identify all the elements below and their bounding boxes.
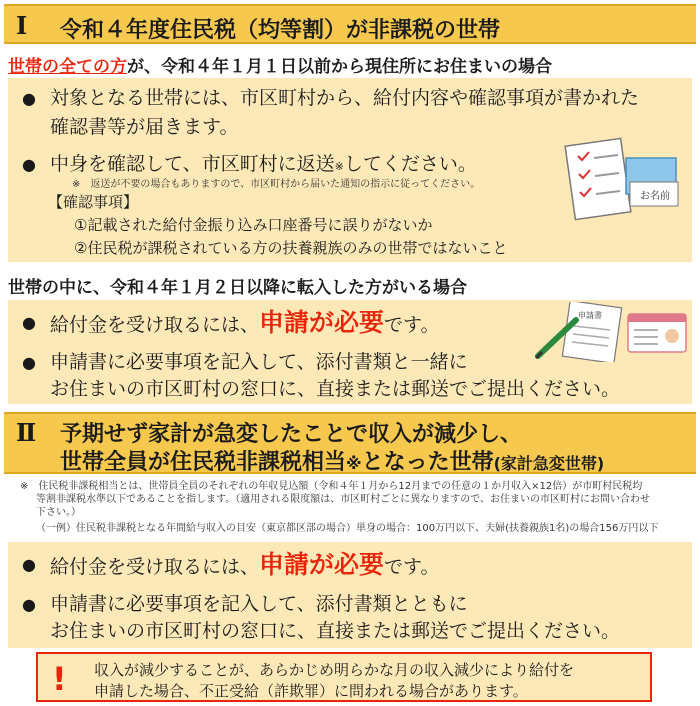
section1-panel-2 bbox=[8, 300, 692, 404]
bullet-text: してください。 bbox=[343, 153, 477, 175]
bullet-text: お住まいの市区町村の窓口に、直接または郵送でご提出ください。 bbox=[50, 620, 621, 642]
definition-note-3: 下さい。） bbox=[36, 507, 81, 518]
warning-line-2: 申請した場合、不正受給（詐欺罪）に問われる場合があります。 bbox=[94, 682, 528, 700]
illus-label: お名前 bbox=[640, 191, 670, 202]
title-tail: となった世帯 bbox=[361, 450, 494, 475]
bullet-item bbox=[22, 550, 440, 582]
note-mark: ※ bbox=[346, 454, 362, 473]
bullet-text: 給付金を受け取るには、 bbox=[50, 556, 260, 578]
title-small: (家計急変世帯) bbox=[493, 454, 605, 473]
bullet-text: 中身を確認して、市区町村に返送 bbox=[50, 153, 335, 175]
example-note: （一例）住民税非課税となる年間給与収入の目安（東京都区部の場合）単身の場合：100万円以下、夫婦(扶養親族1名)の場合156万円以下 bbox=[36, 523, 659, 534]
section1-subheading-1 bbox=[8, 52, 552, 77]
section2-title-line2 bbox=[60, 445, 604, 476]
section2-title-line1: 予期せず家計が急変したことで収入が減少し、 bbox=[60, 422, 523, 447]
bullet-icon: ● bbox=[22, 595, 36, 614]
warning-box bbox=[36, 652, 652, 702]
bullet-item bbox=[22, 84, 640, 113]
warning-line-1: 収入が減少することが、あらかじめ明らかな月の収入減少により給付を bbox=[94, 661, 575, 679]
bullet-text: 確認書等が届きます。 bbox=[50, 116, 239, 138]
section2-roman: Ⅱ bbox=[16, 418, 37, 447]
section2-header bbox=[4, 412, 696, 474]
note-mark: ※ bbox=[334, 160, 344, 173]
application-illustration bbox=[524, 302, 690, 362]
section1-panel-1 bbox=[8, 78, 692, 262]
illus-label: 申請書 bbox=[578, 311, 602, 320]
confirm-item-1: ①記載された給付金振り込み口座番号に誤りがないか bbox=[74, 216, 433, 234]
bullet-icon: ● bbox=[22, 155, 36, 174]
section1-title: 令和４年度住民税（均等割）が非課税の世帯 bbox=[60, 18, 501, 43]
bullet-text: です。 bbox=[384, 556, 440, 578]
bullet-icon: ● bbox=[22, 555, 36, 574]
bullet-icon: ● bbox=[22, 313, 36, 332]
bullet-text: 申請書に必要事項を記入して、添付書類とともに bbox=[50, 593, 468, 615]
section1-subheading-2: 世帯の中に、令和４年１月２日以降に転入した方がいる場合 bbox=[8, 278, 467, 298]
section1-header bbox=[4, 4, 696, 44]
subheading-highlight: 世帯の全ての方 bbox=[8, 57, 127, 77]
bullet-text: 対象となる世帯には、市区町村から、給付内容や確認事項が書かれた bbox=[50, 87, 640, 109]
subheading-rest: が、令和４年１月１日以前から現住所にお住まいの場合 bbox=[127, 57, 552, 77]
application-required-text: 申請が必要 bbox=[259, 550, 385, 579]
title-main: 世帯全員が住民税非課税相当 bbox=[60, 450, 347, 475]
definition-note-1: ※ 住民税非課税相当とは、世帯員全員のそれぞれの年収見込額（令和４年１月から12月までの任意の１か月収入×12倍）が市町村民税均 bbox=[20, 481, 643, 492]
bullet-item bbox=[22, 590, 468, 619]
bullet-continuation bbox=[50, 113, 238, 142]
bullet-item bbox=[22, 150, 477, 181]
bullet-icon: ● bbox=[22, 89, 36, 108]
bullet-text: お住まいの市区町村の窓口に、直接または郵送でご提出ください。 bbox=[50, 378, 621, 400]
bullet-text: 給付金を受け取るには、 bbox=[50, 314, 260, 336]
return-note: ※ 返送が不要の場合もありますので、市区町村から届いた通知の指示に従ってください。 bbox=[72, 179, 481, 190]
bullet-item bbox=[22, 348, 468, 377]
bullet-text: 申請書に必要事項を記入して、添付書類と一緒に bbox=[50, 351, 468, 373]
application-required-text: 申請が必要 bbox=[259, 308, 385, 337]
bullet-continuation bbox=[50, 375, 620, 404]
confirm-title: 【確認事項】 bbox=[48, 193, 139, 211]
definition-note-2: 等割非課税水準以下であることを指します。（適用される限度額は、市区町村ごとに異なりますので、お住まいの市区町村にお問い合わせ bbox=[36, 494, 650, 505]
bullet-item bbox=[22, 308, 440, 340]
confirm-item-2: ②住民税が課税されている方の扶養親族のみの世帯ではないこと bbox=[74, 239, 508, 257]
checklist-illustration bbox=[564, 136, 682, 222]
bullet-text: です。 bbox=[384, 314, 440, 336]
bullet-icon: ● bbox=[22, 353, 36, 372]
exclamation-icon: ! bbox=[52, 660, 67, 698]
bullet-continuation bbox=[50, 617, 620, 646]
section1-roman: Ⅰ bbox=[16, 11, 28, 40]
section2-panel bbox=[8, 542, 692, 648]
